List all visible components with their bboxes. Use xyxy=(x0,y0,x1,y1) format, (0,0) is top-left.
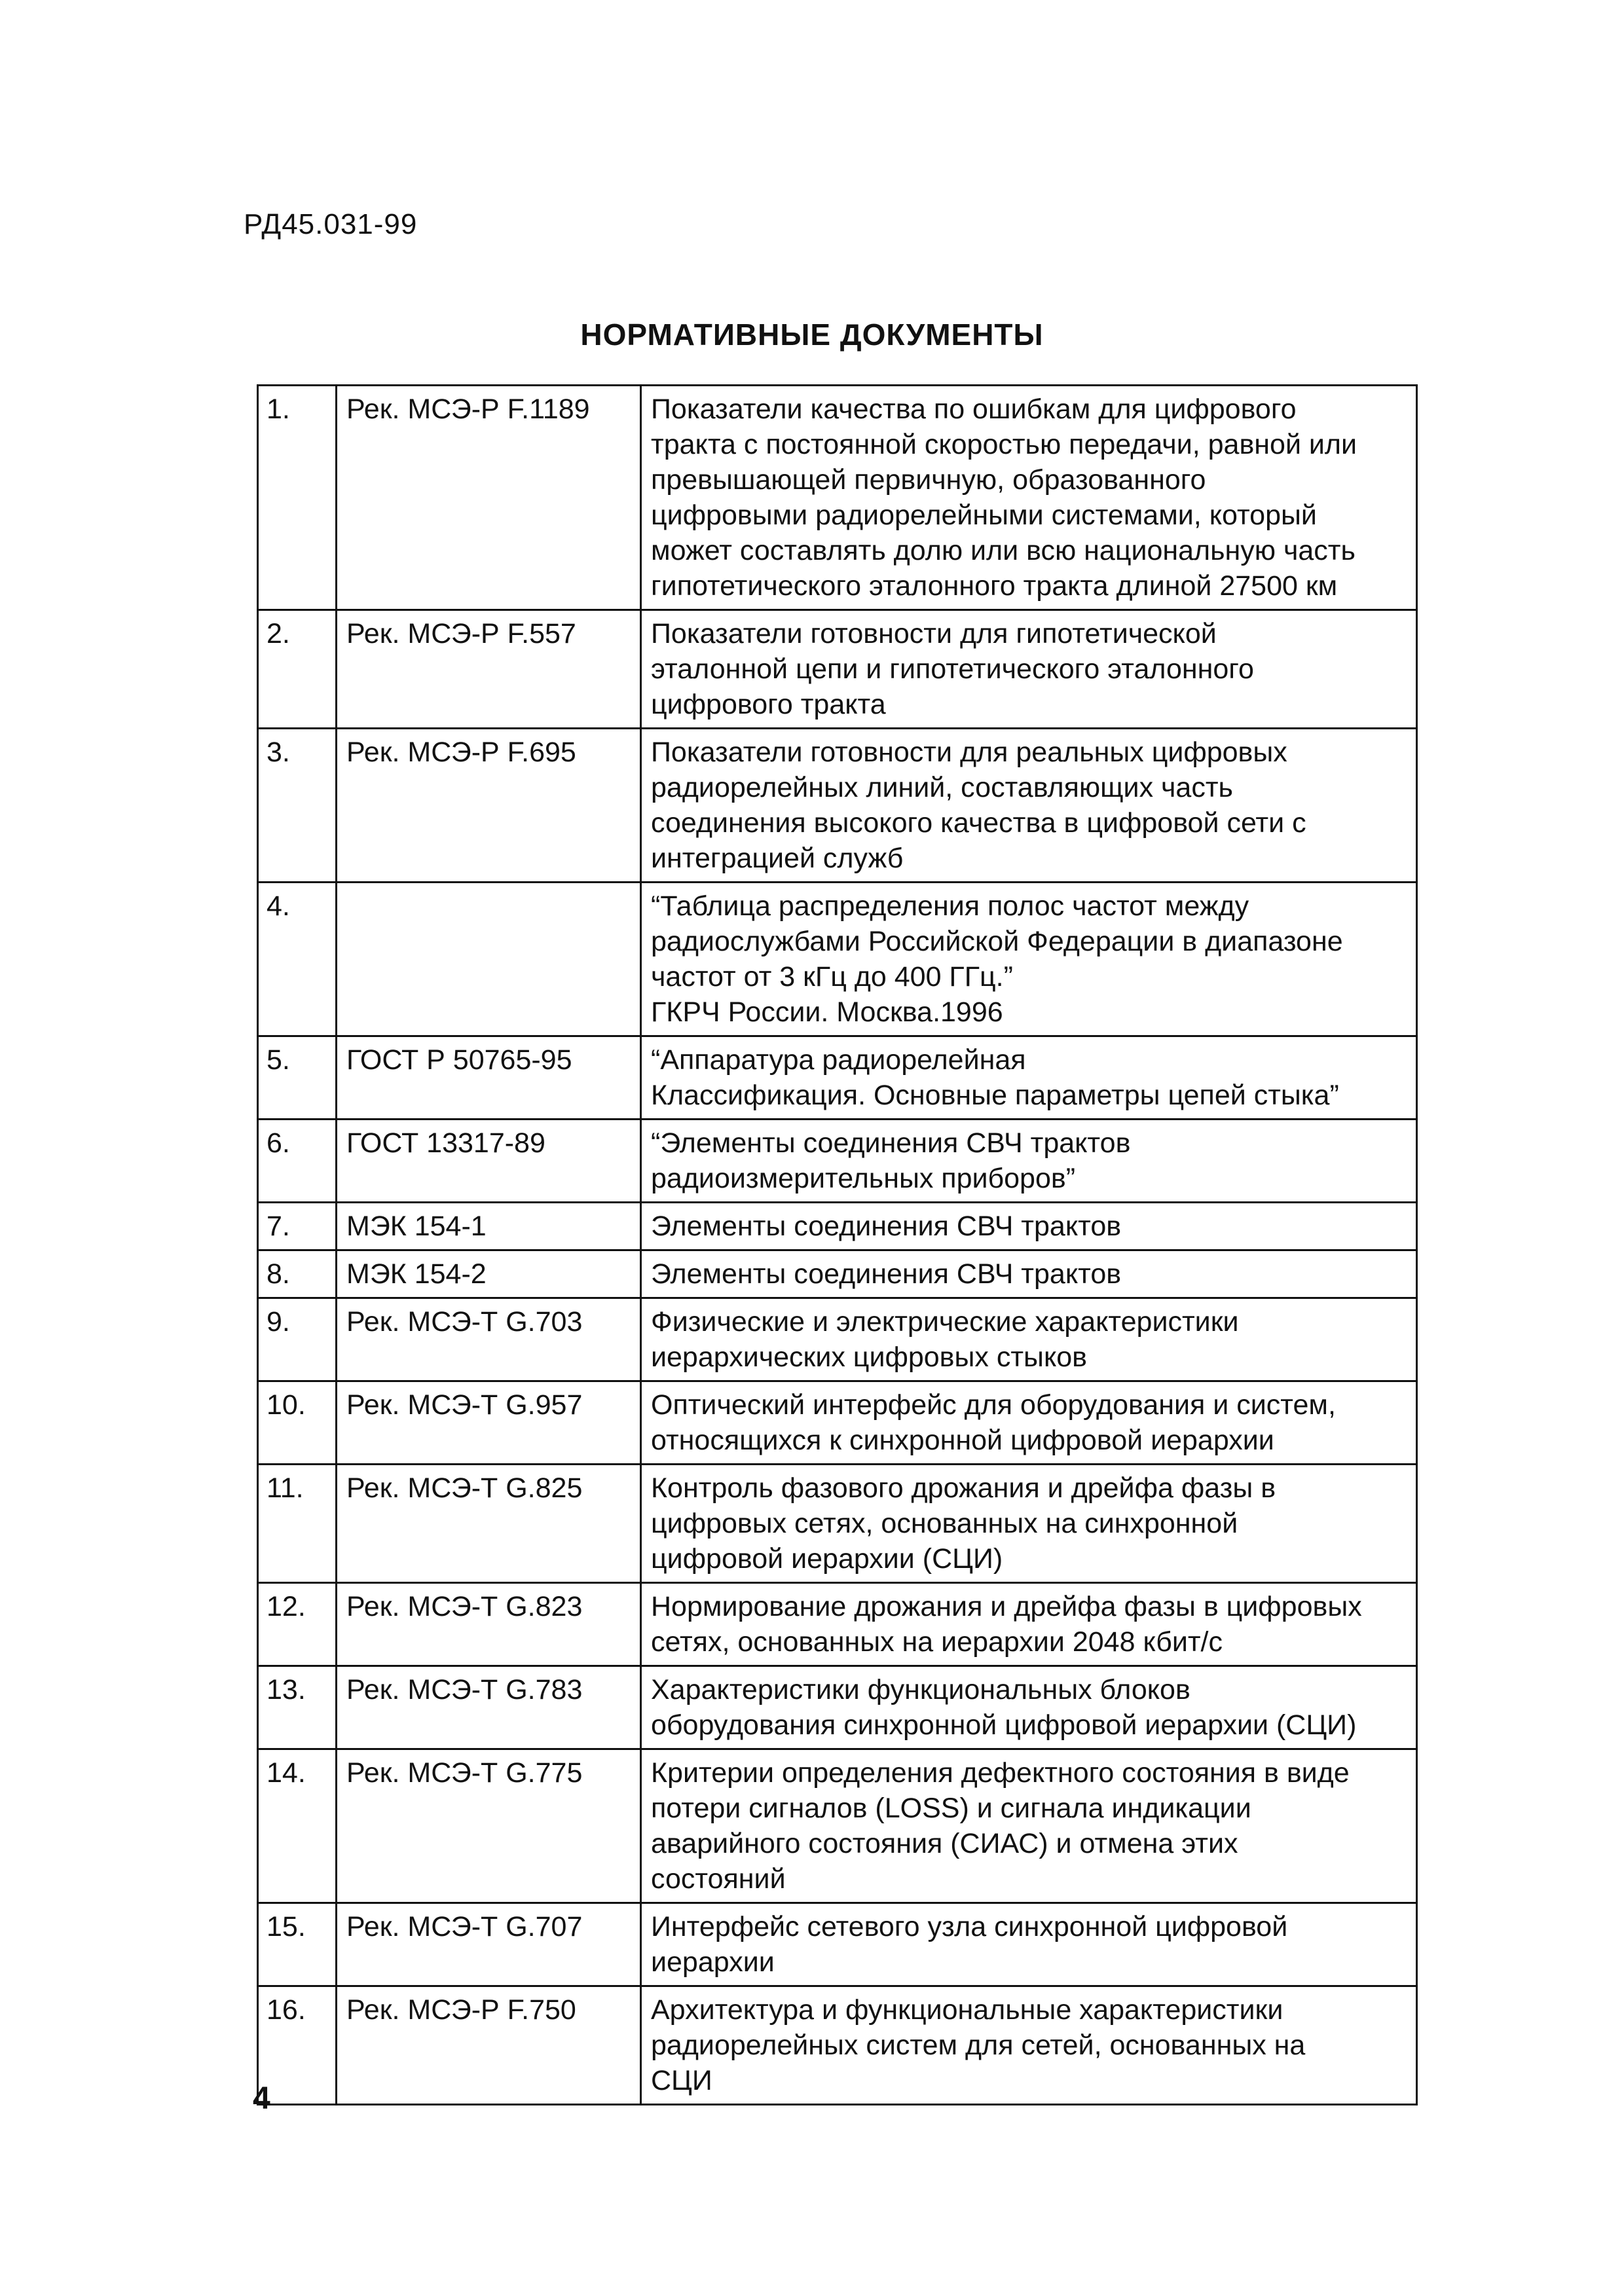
document-title xyxy=(641,1666,1417,1749)
document-reference: Рек. МСЭ-Р F.750 xyxy=(337,1986,641,2105)
document-title xyxy=(641,1203,1417,1250)
page-title: НОРМАТИВНЫЕ ДОКУМЕНТЫ xyxy=(580,318,1044,352)
document-title-line: иерархии xyxy=(651,1946,775,1978)
document-title xyxy=(641,1250,1417,1298)
document-title-line: Контроль фазового дрожания и дрейфа фазы в xyxy=(651,1472,1276,1504)
row-number: 10. xyxy=(258,1381,337,1465)
document-title-line: может составлять долю или всю национальную часть xyxy=(651,535,1356,566)
document-title-line: превышающей первичную, образованного xyxy=(651,464,1206,496)
document-title-line: радиорелейных линий, составляющих часть xyxy=(651,772,1233,803)
document-title-line: Оптический интерфейс для оборудования и систем, xyxy=(651,1389,1336,1421)
row-number: 14. xyxy=(258,1749,337,1903)
document-title-line: Классификация. Основные параметры цепей стыка” xyxy=(651,1080,1339,1111)
row-number: 7. xyxy=(258,1203,337,1250)
document-reference: Рек. МСЭ-Т G.957 xyxy=(337,1381,641,1465)
document-reference: Рек. МСЭ-Р F.695 xyxy=(337,729,641,883)
document-title-line: частот от 3 кГц до 400 ГГц.” xyxy=(651,961,1013,993)
document-title-line: “Таблица распределения полос частот между xyxy=(651,890,1249,922)
normative-documents-table-container xyxy=(257,384,1416,2105)
table-row xyxy=(258,1583,1417,1666)
document-title xyxy=(641,1583,1417,1666)
document-title-line: радиорелейных систем для сетей, основанных на xyxy=(651,2030,1306,2061)
document-title xyxy=(641,610,1417,729)
document-title xyxy=(641,883,1417,1036)
document-title-line: Физические и электрические характеристики xyxy=(651,1306,1239,1338)
table-row xyxy=(258,1986,1417,2105)
row-number: 4. xyxy=(258,883,337,1036)
table-row xyxy=(258,1465,1417,1583)
document-title xyxy=(641,729,1417,883)
document-title-line: Показатели готовности для реальных цифровых xyxy=(651,737,1287,768)
table-body xyxy=(258,386,1417,2105)
table-row xyxy=(258,1903,1417,1986)
document-title-line: соединения высокого качества в цифровой сети с xyxy=(651,807,1306,839)
table-row xyxy=(258,883,1417,1036)
document-title xyxy=(641,1036,1417,1120)
document-title-line: тракта с постоянной скоростью передачи, равной или xyxy=(651,429,1357,460)
table-row xyxy=(258,1381,1417,1465)
document-title-line: сетях, основанных на иерархии 2048 кбит/с xyxy=(651,1626,1223,1658)
document-reference: МЭК 154-1 xyxy=(337,1203,641,1250)
row-number: 16. xyxy=(258,1986,337,2105)
document-title-line: Показатели готовности для гипотетической xyxy=(651,618,1217,649)
row-number: 1. xyxy=(258,386,337,610)
document-reference: Рек. МСЭ-Т G.707 xyxy=(337,1903,641,1986)
row-number: 11. xyxy=(258,1465,337,1583)
table-row xyxy=(258,1666,1417,1749)
row-number: 9. xyxy=(258,1298,337,1381)
normative-documents-table xyxy=(257,384,1418,2105)
document-code: РД45.031-99 xyxy=(244,208,418,240)
document-title-line: Нормирование дрожания и дрейфа фазы в цифровых xyxy=(651,1591,1362,1622)
table-row xyxy=(258,729,1417,883)
document-title xyxy=(641,1120,1417,1203)
row-number: 12. xyxy=(258,1583,337,1666)
page-number: 4 xyxy=(253,2081,270,2116)
document-title xyxy=(641,1465,1417,1583)
row-number: 13. xyxy=(258,1666,337,1749)
row-number: 3. xyxy=(258,729,337,883)
document-title-line: Показатели качества по ошибкам для цифрового xyxy=(651,393,1297,425)
document-title xyxy=(641,386,1417,610)
table-row xyxy=(258,1036,1417,1120)
document-reference: Рек. МСЭ-Т G.783 xyxy=(337,1666,641,1749)
document-reference: Рек. МСЭ-Р F.1189 xyxy=(337,386,641,610)
document-title-line: радиоизмерительных приборов” xyxy=(651,1163,1076,1194)
table-row xyxy=(258,1298,1417,1381)
document-reference: Рек. МСЭ-Т G.703 xyxy=(337,1298,641,1381)
row-number: 5. xyxy=(258,1036,337,1120)
document-title-line: цифровых сетях, основанных на синхронной xyxy=(651,1508,1238,1539)
document-title-line: “Элементы соединения СВЧ трактов xyxy=(651,1127,1131,1159)
document-title-line: радиослужбами Российской Федерации в диапазоне xyxy=(651,926,1343,957)
document-reference: Рек. МСЭ-Т G.823 xyxy=(337,1583,641,1666)
document-title-line: Критерии определения дефектного состояния в виде xyxy=(651,1757,1350,1789)
document-title-line: ГКРЧ России. Москва.1996 xyxy=(651,996,1003,1028)
table-row xyxy=(258,386,1417,610)
document-reference: МЭК 154-2 xyxy=(337,1250,641,1298)
document-title xyxy=(641,1903,1417,1986)
table-row xyxy=(258,610,1417,729)
document-reference: ГОСТ 13317-89 xyxy=(337,1120,641,1203)
document-title-line: Архитектура и функциональные характеристики xyxy=(651,1994,1283,2026)
table-row xyxy=(258,1203,1417,1250)
document-title-line: относящихся к синхронной цифровой иерархии xyxy=(651,1425,1274,1456)
row-number: 2. xyxy=(258,610,337,729)
document-title-line: иерархических цифровых стыков xyxy=(651,1341,1088,1373)
document-title-line: состояний xyxy=(651,1863,786,1895)
document-title xyxy=(641,1749,1417,1903)
row-number: 6. xyxy=(258,1120,337,1203)
document-title-line: гипотетического эталонного тракта длиной 27500 км xyxy=(651,570,1338,602)
document-title-line: потери сигналов (LOSS) и сигнала индикации xyxy=(651,1793,1251,1824)
document-title-line: Элементы соединения СВЧ трактов xyxy=(651,1211,1122,1242)
document-reference: Рек. МСЭ-Р F.557 xyxy=(337,610,641,729)
document-title-line: Характеристики функциональных блоков xyxy=(651,1674,1190,1705)
table-row xyxy=(258,1120,1417,1203)
document-title-line: оборудования синхронной цифровой иерархии (СЦИ) xyxy=(651,1709,1357,1741)
document-reference xyxy=(337,883,641,1036)
document-title-line: Элементы соединения СВЧ трактов xyxy=(651,1258,1122,1290)
document-title-line: СЦИ xyxy=(651,2065,712,2096)
document-title-line: цифровой иерархии (СЦИ) xyxy=(651,1543,1003,1575)
document-reference: Рек. МСЭ-Т G.775 xyxy=(337,1749,641,1903)
document-title-line: эталонной цепи и гипотетического эталонного xyxy=(651,653,1254,685)
document-reference: ГОСТ Р 50765-95 xyxy=(337,1036,641,1120)
row-number: 8. xyxy=(258,1250,337,1298)
document-reference: Рек. МСЭ-Т G.825 xyxy=(337,1465,641,1583)
document-title-line: “Аппаратура радиорелейная xyxy=(651,1044,1026,1076)
document-title-line: аварийного состояния (СИАС) и отмена этих xyxy=(651,1828,1238,1859)
document-title-line: цифрового тракта xyxy=(651,689,886,720)
document-title xyxy=(641,1381,1417,1465)
document-title-line: цифровыми радиорелейными системами, который xyxy=(651,500,1317,531)
document-title xyxy=(641,1986,1417,2105)
row-number: 15. xyxy=(258,1903,337,1986)
document-title-line: интеграцией служб xyxy=(651,843,904,874)
document-title-line: Интерфейс сетевого узла синхронной цифровой xyxy=(651,1911,1288,1942)
document-title xyxy=(641,1298,1417,1381)
table-row xyxy=(258,1749,1417,1903)
table-row xyxy=(258,1250,1417,1298)
